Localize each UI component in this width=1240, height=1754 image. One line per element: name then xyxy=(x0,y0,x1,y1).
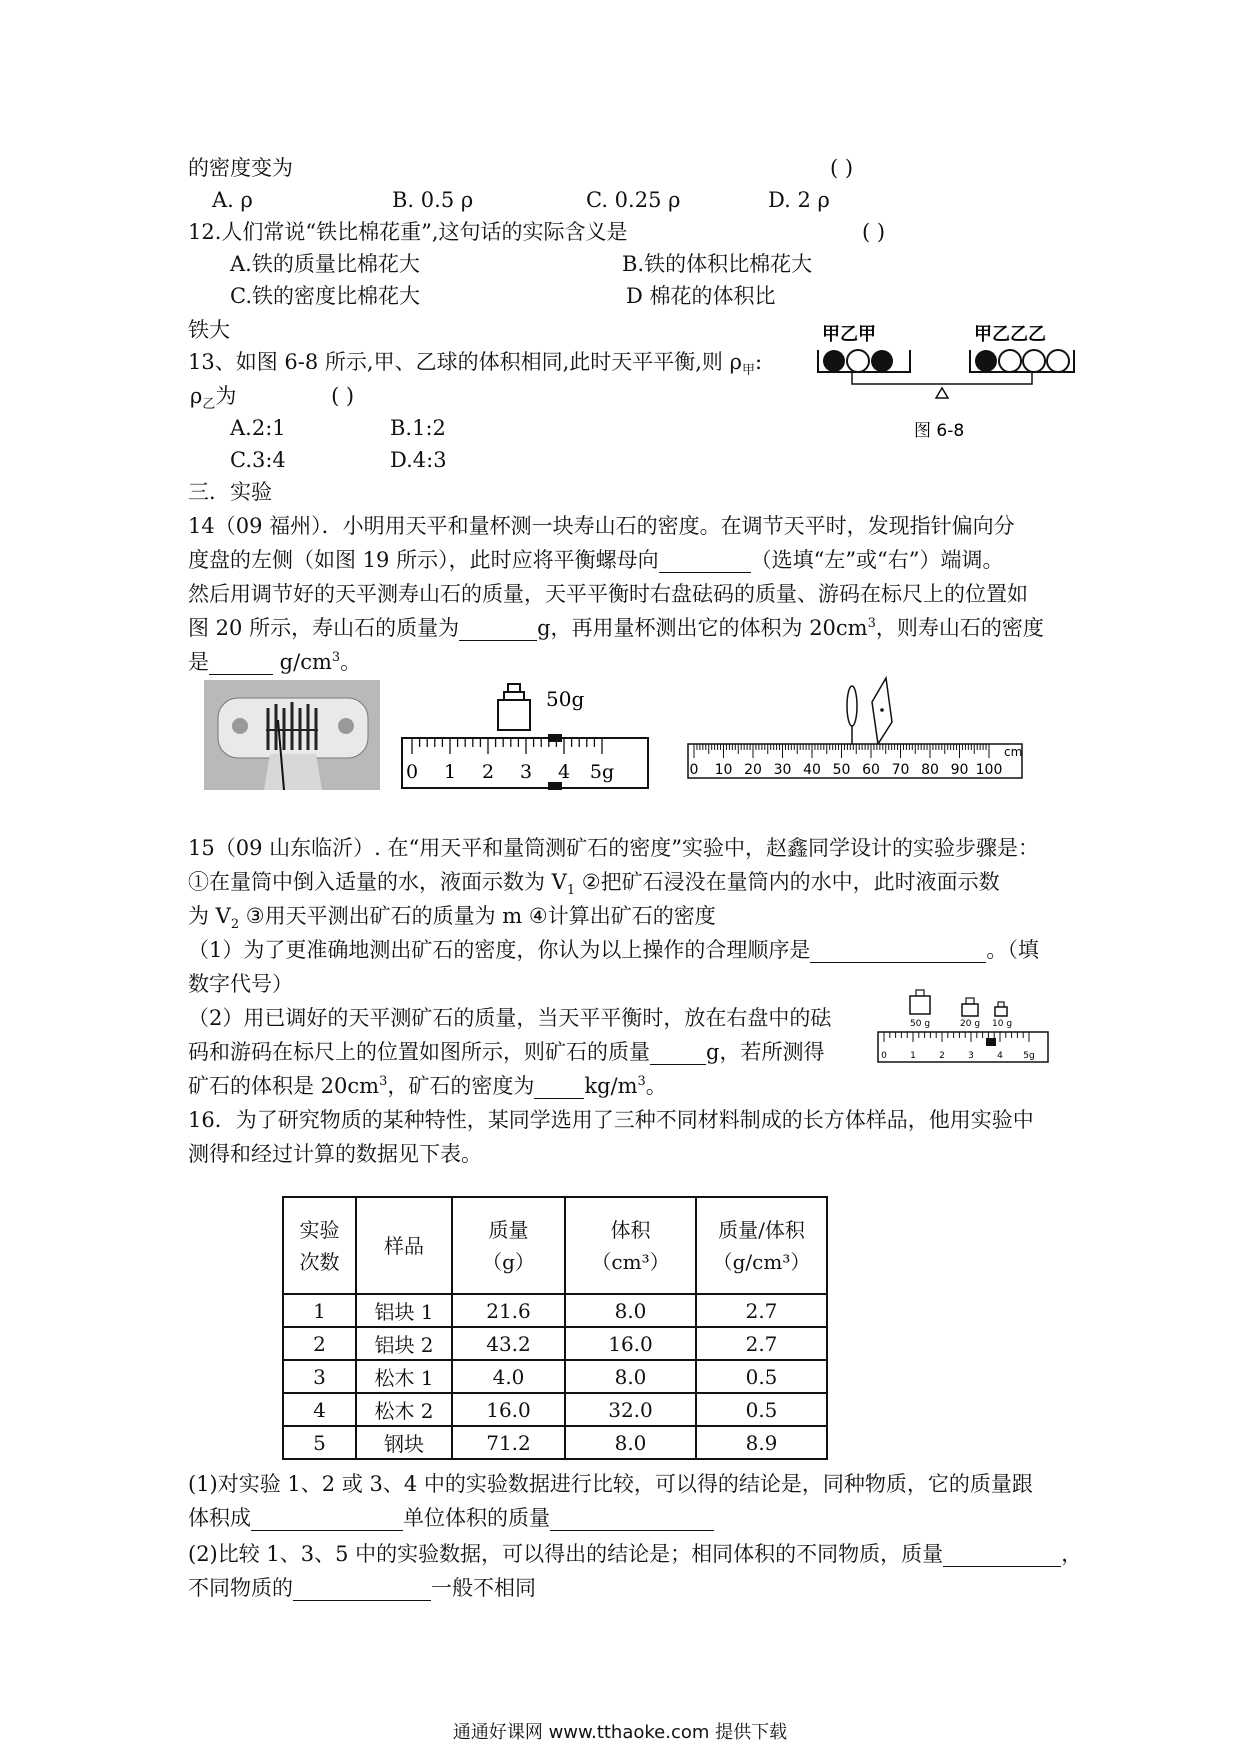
table-cell: 32.0 xyxy=(565,1393,696,1426)
density-data-table xyxy=(282,1196,828,1460)
balance-caption: 图 6-8 xyxy=(914,421,965,441)
q11-option-a: A. ρ xyxy=(212,188,253,212)
q16-conclusion1-line1: (1)对实验 1、2 或 3、4 中的实验数据进行比较，可以得的结论是，同种物质，它的质量跟 xyxy=(188,1472,1033,1496)
q15-blank-density[interactable] xyxy=(534,1076,584,1099)
q12-option-c: C.铁的密度比棉花大 xyxy=(230,284,420,308)
q13-stem-line2: $\rho_乙$为 ( ) xyxy=(190,384,355,413)
ruler-label-5: 50 xyxy=(832,762,851,778)
ruler-label-4: 40 xyxy=(803,762,821,778)
q15-blank-order[interactable] xyxy=(810,940,986,963)
table-cell: 铝块 1 xyxy=(356,1294,452,1327)
table-cell: 4 xyxy=(283,1393,356,1426)
q13-option-c: C.3:4 xyxy=(230,448,286,472)
rider-scale-label-0: 0 xyxy=(405,761,419,783)
balance-figure-6-8 xyxy=(812,318,1090,448)
ruler-label-9: 90 xyxy=(950,762,969,778)
q15-part1: （1）为了更准确地测出矿石的密度，你认为以上操作的合理顺序是 。（填 xyxy=(188,938,1039,962)
pointer-dial-photo xyxy=(204,680,380,790)
table-cell: 2.7 xyxy=(696,1327,827,1360)
q15-blank-mass[interactable] xyxy=(650,1042,706,1065)
header-trial-no: 实验 次数 xyxy=(283,1197,356,1294)
header-volume: 体积 （cm³） xyxy=(565,1197,696,1294)
ruler-label-8: 80 xyxy=(921,762,939,778)
rider-scale-label-5: 5g xyxy=(589,761,615,783)
q16-blank-proportion[interactable] xyxy=(251,1508,403,1531)
q12-option-a: A.铁的质量比棉花大 xyxy=(230,252,420,276)
ruler-label-1: 10 xyxy=(714,762,733,778)
ore-balance-figure xyxy=(876,986,1052,1072)
table-cell: 8.9 xyxy=(696,1426,827,1459)
small-scale-label-3: 3 xyxy=(968,1051,974,1061)
rider-scale-label-4: 4 xyxy=(557,761,571,783)
q16-blank-unit-mass[interactable] xyxy=(550,1508,714,1531)
q11-stem: 的密度变为 xyxy=(188,156,293,180)
q11-answer-paren: ( ) xyxy=(830,156,854,180)
table-cell: 松木 1 xyxy=(356,1360,452,1393)
balance-right-label: 甲乙乙乙 xyxy=(974,324,1046,345)
q14-blank-mass[interactable] xyxy=(459,618,537,641)
table-row xyxy=(283,1327,827,1360)
q15-line2: ①在量筒中倒入适量的水，液面示数为 $V_1$ ②把矿石浸没在量筒内的水中，此时液面示数 xyxy=(188,870,1000,899)
q15-part2-line1: （2）用已调好的天平测矿石的质量，当天平平衡时，放在右盘中的砝 xyxy=(188,1006,832,1030)
weight-50g-label: 50g xyxy=(546,687,585,711)
table-cell: 8.0 xyxy=(565,1294,696,1327)
table-cell: 铝块 2 xyxy=(356,1327,452,1360)
q14-line3: 然后用调节好的天平测寿山石的质量，天平平衡时右盘砝码的质量、游码在标尺上的位置如 xyxy=(188,582,1028,606)
small-scale-label-2: 2 xyxy=(939,1051,945,1061)
header-mass: 质量 （g） xyxy=(452,1197,565,1294)
ruler-label-3: 30 xyxy=(773,762,792,778)
q12-option-d: D 棉花的体积比 xyxy=(626,284,776,308)
rider-scale-figure xyxy=(400,678,650,790)
table-cell: 16.0 xyxy=(565,1327,696,1360)
q15-part2-line3: 矿石的体积是 $20cm^3$，矿石的密度为 $kg/m^3$。 xyxy=(188,1074,667,1098)
table-row xyxy=(283,1294,827,1327)
q11-option-c: C. 0.25 ρ xyxy=(586,188,681,212)
small-scale-label-0: 0 xyxy=(881,1051,887,1061)
rider-scale-label-3: 3 xyxy=(519,761,533,783)
header-mass-per-volume: 质量/体积 （g/cm³） xyxy=(696,1197,827,1294)
q16-blank-mass-diff[interactable] xyxy=(943,1544,1061,1567)
q16-conclusion2-line1: (2)比较 1、3、5 中的实验数据，可以得出的结论是；相同体积的不同物质，质量 ， xyxy=(188,1542,1083,1566)
q12-option-b: B.铁的体积比棉花大 xyxy=(622,252,813,276)
ruler-label-6: 60 xyxy=(862,762,880,778)
q16-conclusion1-line2: 体积成 单位体积的质量 xyxy=(188,1506,714,1531)
q12-option-d-tail: 铁大 xyxy=(188,318,230,342)
q15-part2-line2: 码和游码在标尺上的位置如图所示，则矿石的质量 g，若所测得 xyxy=(188,1040,825,1064)
table-header-row xyxy=(283,1197,827,1294)
table-row xyxy=(283,1360,827,1393)
balance-left-label: 甲乙甲 xyxy=(822,324,876,345)
table-cell: 0.5 xyxy=(696,1393,827,1426)
q16-blank-property[interactable] xyxy=(293,1578,431,1601)
q14-blank-density[interactable] xyxy=(209,652,273,675)
q14-blank-direction[interactable] xyxy=(659,550,751,573)
small-scale-label-1: 1 xyxy=(910,1051,916,1061)
q16-line2: 测得和经过计算的数据见下表。 xyxy=(188,1142,482,1166)
q14-line2: 度盘的左侧（如图 19 所示），此时应将平衡螺母向 （选填“左”或“右”）端调。 xyxy=(188,548,1004,572)
section-3-title: 三．实验 xyxy=(188,480,272,504)
q14-line1: 14（09 福州）．小明用天平和量杯测一块寿山石的密度。在调节天平时，发现指针偏向分 xyxy=(188,514,1015,538)
table-cell: 4.0 xyxy=(452,1360,565,1393)
small-scale-label-5: 5g xyxy=(1023,1051,1035,1061)
page-footer: 通通好课网 www.tthaoke.com 提供下载 xyxy=(452,1722,788,1743)
table-cell: 2.7 xyxy=(696,1294,827,1327)
q13-option-a: A.2:1 xyxy=(230,416,286,440)
table-cell: 0.5 xyxy=(696,1360,827,1393)
table-cell: 43.2 xyxy=(452,1327,565,1360)
ruler-label-10: 100 xyxy=(975,762,1003,778)
ruler-unit-label: cm xyxy=(1004,745,1023,759)
q12-stem: 12.人们常说“铁比棉花重”,这句话的实际含义是 xyxy=(188,220,628,244)
ruler-lens-figure xyxy=(686,672,1026,782)
weight-50g: 50 g xyxy=(910,1019,931,1029)
q13-option-b: B.1:2 xyxy=(390,416,446,440)
q12-answer-paren: ( ) xyxy=(862,220,886,244)
ruler-label-2: 20 xyxy=(744,762,762,778)
rider-scale-label-2: 2 xyxy=(481,761,495,783)
table-row xyxy=(283,1393,827,1426)
q13-option-d: D.4:3 xyxy=(390,448,447,472)
q16-line1: 16．为了研究物质的某种特性，某同学选用了三种不同材料制成的长方体样品，他用实验中 xyxy=(188,1108,1034,1132)
table-cell: 3 xyxy=(283,1360,356,1393)
table-cell: 松木 2 xyxy=(356,1393,452,1426)
table-cell: 2 xyxy=(283,1327,356,1360)
table-cell: 8.0 xyxy=(565,1360,696,1393)
small-scale-label-4: 4 xyxy=(997,1051,1003,1061)
rider-scale-label-1: 1 xyxy=(443,761,457,783)
q16-conclusion2-line2: 不同物质的 一般不相同 xyxy=(188,1576,536,1600)
q14-line5: 是 $g/cm^3$。 xyxy=(188,650,362,674)
table-cell: 5 xyxy=(283,1426,356,1459)
q15-line1: 15（09 山东临沂）. 在“用天平和量筒测矿石的密度”实验中，赵鑫同学设计的实验步骤是： xyxy=(188,836,1039,860)
q14-line4: 图 20 所示，寿山石的质量为 g，再用量杯测出它的体积为 $20cm^3$，则寿山石的密度 xyxy=(188,616,1044,640)
q11-option-d: D. 2 ρ xyxy=(768,188,830,212)
table-cell: 8.0 xyxy=(565,1426,696,1459)
q11-option-b: B. 0.5 ρ xyxy=(392,188,474,212)
q15-line3: 为 $V_2$ ③用天平测出矿石的质量为 m ④计算出矿石的密度 xyxy=(188,904,716,933)
table-row xyxy=(283,1426,827,1459)
table-cell: 16.0 xyxy=(452,1393,565,1426)
weight-20g: 20 g xyxy=(960,1019,981,1029)
q13-stem: 13、如图 6-8 所示,甲、乙球的体积相同,此时天平平衡,则 $\rho_甲$: xyxy=(188,350,763,379)
table-cell: 21.6 xyxy=(452,1294,565,1327)
header-sample: 样品 xyxy=(356,1197,452,1294)
q15-part1-tail: 数字代号） xyxy=(188,972,293,996)
ruler-label-0: 0 xyxy=(689,762,699,778)
weight-10g: 10 g xyxy=(992,1019,1013,1029)
table-cell: 钢块 xyxy=(356,1426,452,1459)
table-cell: 71.2 xyxy=(452,1426,565,1459)
table-cell: 1 xyxy=(283,1294,356,1327)
ruler-label-7: 70 xyxy=(891,762,910,778)
